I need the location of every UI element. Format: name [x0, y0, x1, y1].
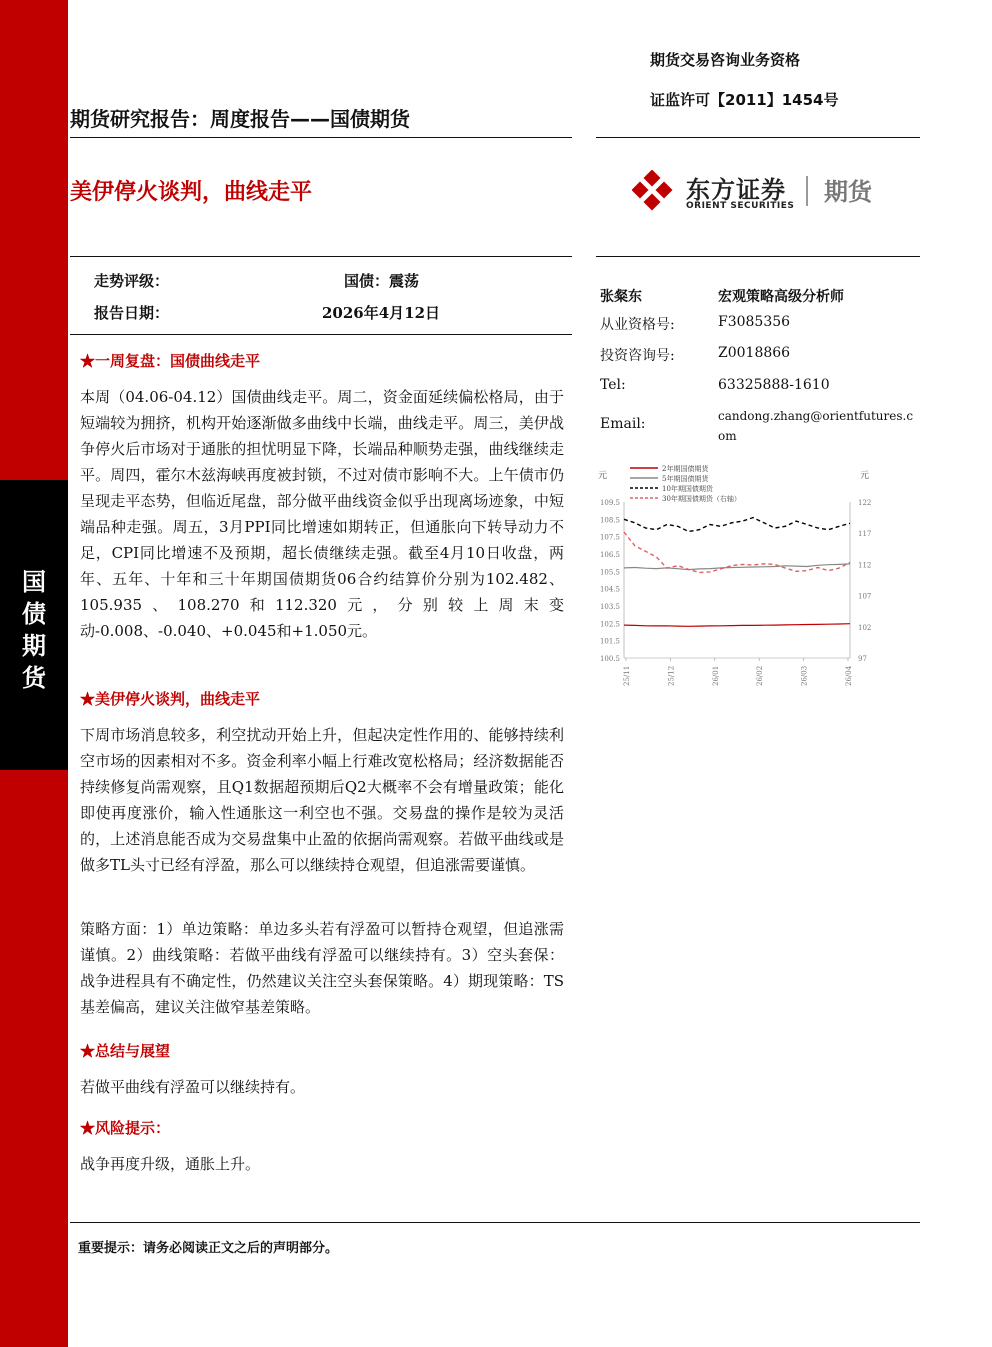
chart-right-tick: 107 — [858, 592, 872, 601]
chart-left-tick: 104.5 — [599, 585, 620, 594]
side-label-char: 债 — [22, 600, 46, 628]
email-value[interactable]: candong.zhang@orientfutures.com — [718, 409, 914, 443]
email-label: Email: — [600, 416, 646, 432]
trend-value: 国债：震荡 — [344, 272, 420, 290]
chart-right-tick: 122 — [858, 499, 872, 507]
chart-x-tick: 25/12 — [667, 665, 676, 686]
logo-text-cn: 东方证券 — [686, 176, 786, 204]
chart-legend-label: 30年期国债期货（右轴） — [662, 495, 741, 503]
chart-left-tick: 109.5 — [599, 499, 620, 507]
meta-bottom-divider — [70, 334, 572, 335]
chart-left-tick: 108.5 — [599, 516, 620, 525]
date-label: 报告日期： — [94, 304, 170, 322]
side-label — [0, 566, 68, 694]
bond-futures-chart — [592, 462, 882, 694]
chart-left-tick: 107.5 — [599, 533, 620, 542]
logo-qihuo: 期货 — [824, 178, 872, 206]
chart-left-unit: 元 — [598, 471, 608, 481]
paragraph-summary: 若做平曲线有浮盈可以继续持有。 — [80, 1078, 306, 1096]
chart-left-tick: 102.5 — [599, 620, 620, 629]
analyst-name: 张粲东 — [600, 289, 642, 305]
section-title-outlook: ★美伊停火谈判，曲线走平 — [80, 690, 261, 708]
side-label-char: 国 — [22, 568, 46, 596]
chart-left-tick: 100.5 — [599, 655, 620, 663]
date-value: 2026年4月12日 — [322, 304, 441, 322]
chart-series-line — [624, 624, 850, 627]
chart-right-tick: 117 — [858, 530, 872, 539]
headline: 美伊停火谈判，曲线走平 — [70, 180, 313, 205]
paragraph-review: 本周（04.06-04.12）国债曲线走平。周二，资金面延续偏松格局，由于短端较为拥挤，机构开始逐渐做多曲线中长端，曲线走平。周三，美伊战争停火后市场对于通胀的担忧明显下降，长端品种顺势走强，曲线继续走平。周四，霍尔木兹海峡再度被封锁，不过对债市影响不大。上午债市仍呈现走平态势，但临近尾盘，部分做平曲线资金似乎出现离场迹象，中短端品种走强。周五，3月PPI同比增速如期转正，但通胀向下转导动力不足，CPI同比增速不及预期，超长债继续走强。截至4月10日收盘，两年、五年、十年和三十年期国债期货06合约结算价分别为102.482、105.935、108.270和112.320元，分别较上周末变动-0.008、-0.040、+0.045和+1.050元。 — [80, 388, 564, 640]
analyst-title: 宏观策略高级分析师 — [718, 289, 844, 305]
paragraph-risk: 战争再度升级，通胀上升。 — [80, 1155, 261, 1173]
chart-series-line — [624, 518, 850, 532]
advisory-value: Z0018866 — [718, 345, 791, 361]
trend-label: 走势评级： — [94, 272, 170, 290]
tel-label: Tel: — [600, 377, 626, 393]
chart-x-tick: 25/11 — [623, 665, 631, 686]
chart-series-line — [624, 532, 850, 573]
logo-separator — [806, 176, 808, 206]
side-label-char: 期 — [22, 632, 46, 660]
chart-left-tick: 105.5 — [599, 568, 620, 577]
chart-right-tick: 102 — [858, 623, 872, 632]
tel-value: 63325888-1610 — [718, 377, 830, 393]
chart-x-tick: 26/03 — [800, 665, 809, 686]
header-divider-right — [596, 137, 920, 138]
license-text: 证监许可【2011】1454号 — [650, 91, 839, 109]
chart-left-tick: 106.5 — [599, 551, 620, 559]
section-title-summary: ★总结与展望 — [80, 1042, 171, 1060]
orient-logo-icon — [632, 170, 674, 212]
cert-label: 从业资格号: — [600, 317, 675, 333]
analyst-top-divider — [596, 256, 920, 257]
cert-value: F3085356 — [718, 314, 791, 330]
paragraph-strategy: 策略方面：1）单边策略：单边多头若有浮盈可以暂持仓观望，但追涨需谨慎。2）曲线策略：若做平曲线有浮盈可以继续持有。3）空头套保：战争进程具有不确定性，仍然建议关注空头套保策略。4）期现策略：TS基差偏高，建议关注做窄基差策略。 — [80, 920, 564, 1016]
chart-x-tick: 26/01 — [711, 665, 720, 686]
footer-divider — [70, 1222, 920, 1223]
chart-legend-label: 10年期国债期货 — [662, 485, 713, 493]
header-divider — [70, 137, 572, 138]
chart-right-tick: 97 — [858, 655, 867, 663]
chart-x-tick: 26/04 — [845, 665, 853, 686]
paragraph-market: 下周市场消息较多，利空扰动开始上升，但起决定性作用的、能够持续利空市场的因素相对不多。资金利率小幅上行难改宽松格局；经济数据能否持续修复尚需观察，且Q1数据超预期后Q2大概率不会有增量政策；能化即使再度涨价，输入性通胀这一利空也不强。交易盘的操作是较为灵活的，上述消息能否成为交易盘集中止盈的依据尚需观察。若做平曲线或是做多TL头寸已经有浮盈，那么可以继续持仓观望，但追涨需要谨慎。 — [80, 726, 564, 874]
qualification-text: 期货交易咨询业务资格 — [650, 51, 801, 69]
chart-right-unit: 元 — [860, 471, 870, 481]
section-title-risk: ★风险提示： — [80, 1119, 171, 1137]
logo-text-en: ORIENT SECURITIES — [686, 201, 795, 211]
chart-left-tick: 101.5 — [599, 637, 620, 646]
chart-x-tick: 26/02 — [756, 665, 765, 686]
chart-left-tick: 103.5 — [599, 603, 620, 611]
meta-top-divider — [70, 256, 572, 257]
section-title-review: ★一周复盘：国债曲线走平 — [80, 352, 261, 370]
side-label-char: 货 — [22, 664, 46, 692]
chart-right-tick: 112 — [858, 561, 872, 570]
report-type-title: 期货研究报告：周度报告——国债期货 — [70, 107, 410, 131]
footer-notice: 重要提示：请务必阅读正文之后的声明部分。 — [78, 1241, 339, 1256]
chart-legend-label: 5年期国债期货 — [662, 475, 709, 483]
chart-legend-label: 2年期国债期货 — [662, 465, 709, 473]
advisory-label: 投资咨询号: — [600, 348, 675, 364]
